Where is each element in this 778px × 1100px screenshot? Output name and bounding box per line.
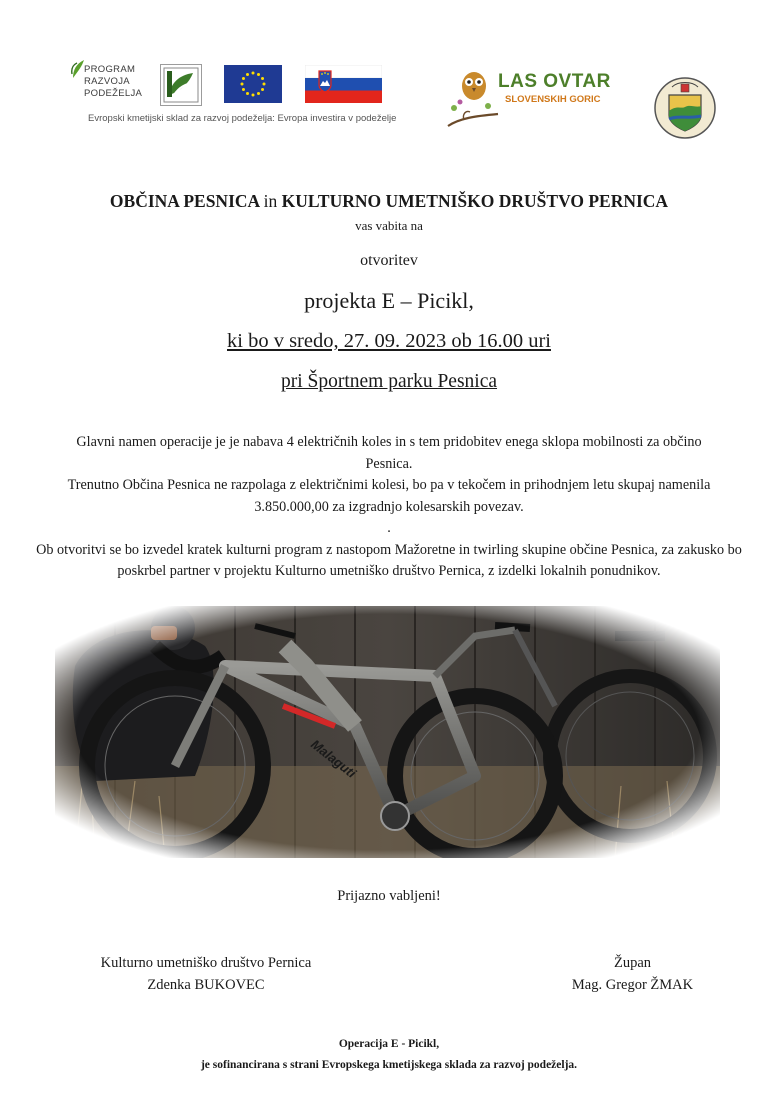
event-date: ki bo v sredo, 27. 09. 2023 ob 16.00 uri (227, 330, 551, 352)
eu-star-icon (257, 73, 260, 76)
description-paragraph: Ob otvoritvi se bo izvedel kratek kulturni program z nastopom Mažoretne in twirling skupine občine Pesnica, za zakusko bo poskrbel partner v projektu Kulturno umetniško društvo Pernica, z izdelki lokalnih ponudnikov. (36, 541, 742, 579)
description-paragraph: Glavni namen operacije je je nabava 4 električnih koles in s tem pridobitev enega sklopa mobilnosti za občino Pesnica. (76, 434, 702, 472)
eu-star-icon (246, 73, 249, 76)
organizers-heading (0, 191, 778, 212)
signature-society (70, 952, 342, 996)
eu-funding-tagline: Evropski kmetijski sklad za razvoj podeželja: Evropa investira v podeželje (88, 113, 397, 124)
program-logo-line: PODEŽELJA (84, 88, 143, 99)
las-ovtar-logo (440, 62, 630, 134)
eu-star-icon (257, 92, 260, 95)
organizers-conjunction: in (263, 191, 278, 211)
description-block (0, 432, 778, 583)
eu-flag-icon (224, 65, 282, 103)
program-logo-line: RAZVOJA (84, 76, 130, 87)
eu-star-icon (241, 83, 244, 86)
eu-star-icon (261, 88, 264, 91)
eu-star-icon (261, 77, 264, 80)
leader-logo (160, 64, 202, 106)
signature-org: Kulturno umetniško društvo Pernica (100, 955, 312, 971)
signature-name: Mag. Gregor ŽMAK (571, 977, 694, 993)
project-title: projekta E – Picikl, (304, 288, 474, 313)
eu-star-icon (252, 94, 255, 97)
organizer-municipality: OBČINA PESNICA (109, 191, 260, 211)
municipality-crest-icon (652, 75, 718, 141)
funding-footer (0, 1034, 778, 1076)
paragraph-separator: . (387, 520, 391, 536)
organizer-society: KULTURNO UMETNIŠKO DRUŠTVO PERNICA (281, 191, 669, 211)
eu-star-icon (242, 88, 245, 91)
signature-name: Zdenka BUKOVEC (147, 977, 265, 993)
footer-cofinancing: je sofinancirana s strani Evropskega kmetijskega sklada za razvoj podeželja. (200, 1059, 578, 1071)
signature-mayor (520, 952, 745, 996)
program-razvoja-podezelja-logo (68, 58, 168, 108)
program-logo-line: PROGRAM (84, 64, 136, 75)
eu-star-icon (252, 72, 255, 75)
owl-branch-icon (440, 62, 500, 134)
opening-text: otvoritev (360, 252, 418, 269)
description-paragraph: Trenutno Občina Pesnica ne razpolaga z električnimi kolesi, bo pa v tekočem in prihodnjem letu skupaj namenila 3.850.000,00 za izgradnjo kolesarskih povezav. (67, 477, 711, 515)
greeting: Prijazno vabljeni! (337, 888, 441, 904)
las-ovtar-title: LAS OVTAR (498, 71, 611, 92)
eu-star-icon (263, 83, 266, 86)
footer-operation: Operacija E - Picikl, (338, 1038, 440, 1050)
event-location: pri Športnem parku Pesnica (280, 371, 498, 392)
slovenia-flag-icon (305, 65, 382, 103)
electric-bikes-photo (55, 606, 720, 858)
las-ovtar-subtitle: SLOVENSKIH GORIC (505, 94, 601, 105)
eu-star-icon (242, 77, 245, 80)
eu-star-icon (246, 92, 249, 95)
signature-title: Župan (613, 955, 652, 971)
invite-text: vas vabita na (355, 218, 423, 233)
